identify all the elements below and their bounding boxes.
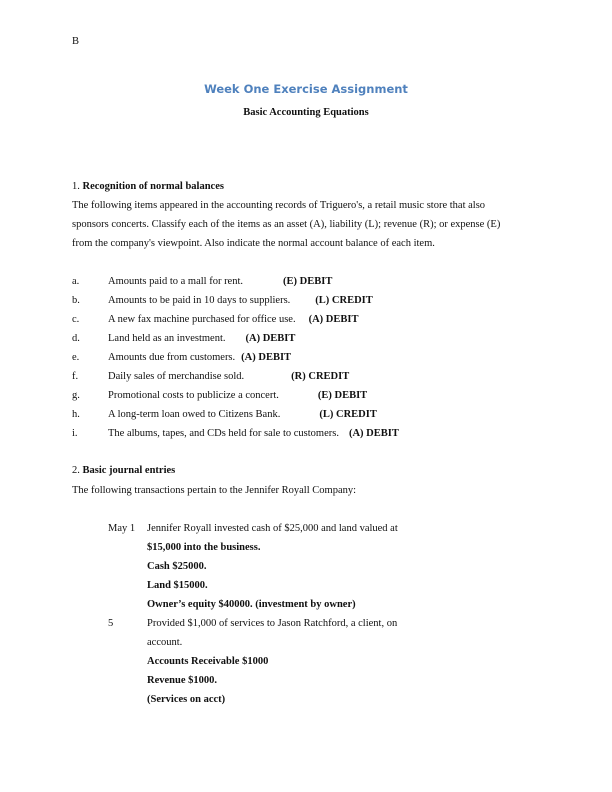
entry-bold-line: Accounts Receivable $1000: [147, 656, 269, 667]
item-answer: (R) CREDIT: [291, 371, 350, 382]
section2-heading: [72, 465, 175, 476]
entry-date: May 1: [108, 523, 136, 534]
list-item: [108, 352, 291, 363]
item-text: The albums, tapes, and CDs held for sale to customers.: [108, 428, 339, 439]
entry-bold-line: $15,000 into the business.: [147, 542, 261, 553]
item-answer: (A) DEBIT: [308, 314, 359, 325]
item-text: A new fax machine purchased for office use.: [108, 314, 296, 325]
list-item: [108, 409, 377, 420]
item-text: Amounts to be paid in 10 days to suppliers.: [108, 295, 291, 306]
list-item: [108, 314, 358, 325]
list-item: [108, 371, 349, 382]
page-subtitle: Basic Accounting Equations: [243, 107, 369, 118]
section1-title: Recognition of normal balances: [82, 181, 224, 192]
entry-bold-line: Land $15000.: [147, 580, 208, 591]
item-letter: b.: [72, 295, 80, 306]
section1-intro-line: The following items appeared in the accounting records of Triguero's, a retail music store that also: [72, 200, 486, 211]
item-text: Land held as an investment.: [108, 333, 226, 344]
header-mark: B: [72, 36, 80, 47]
entry-bold-line: Owner’s equity $40000. (investment by owner): [147, 599, 356, 610]
section2-intro: The following transactions pertain to the Jennifer Royall Company:: [72, 485, 357, 496]
page-title: Week One Exercise Assignment: [204, 82, 408, 96]
section1-intro-line: sponsors concerts. Classify each of the items as an asset (A), liability (L); revenue (R); or expense (E): [72, 219, 501, 230]
list-item: [108, 276, 332, 287]
list-item: [108, 295, 373, 306]
item-letter: e.: [72, 352, 80, 363]
entry-bold-line: (Services on acct): [147, 694, 226, 705]
list-item: [108, 333, 295, 344]
entry-bold-line: Revenue $1000.: [147, 675, 217, 686]
entry-date: 5: [108, 618, 114, 629]
entry-text: Jennifer Royall invested cash of $25,000 and land valued at: [147, 523, 398, 534]
item-letter: h.: [72, 409, 80, 420]
item-text: Amounts paid to a mall for rent.: [108, 276, 244, 287]
item-answer: (A) DEBIT: [241, 352, 292, 363]
item-letter: d.: [72, 333, 80, 344]
item-answer: (E) DEBIT: [283, 276, 333, 287]
section2-title: Basic journal entries: [82, 465, 176, 476]
section1-intro-line: from the company's viewpoint. Also indicate the normal account balance of each item.: [72, 238, 435, 249]
section1-heading: [72, 181, 224, 192]
item-text: Amounts due from customers.: [108, 352, 236, 363]
item-letter: i.: [72, 428, 78, 439]
item-letter: g.: [72, 390, 80, 401]
entry-bold-line: Cash $25000.: [147, 561, 207, 572]
entry-text: account.: [147, 637, 183, 648]
list-item: [108, 428, 399, 439]
item-letter: a.: [72, 276, 80, 287]
entry-text: Provided $1,000 of services to Jason Ratchford, a client, on: [147, 618, 398, 629]
section2-number: 2.: [72, 465, 80, 476]
item-text: Promotional costs to publicize a concert.: [108, 390, 279, 401]
item-text: A long-term loan owed to Citizens Bank.: [108, 409, 281, 420]
item-answer: (A) DEBIT: [245, 333, 296, 344]
item-answer: (A) DEBIT: [348, 428, 399, 439]
item-letter: f.: [72, 371, 79, 382]
item-answer: (L) CREDIT: [315, 295, 373, 306]
item-answer: (L) CREDIT: [319, 409, 377, 420]
section1-number: 1.: [72, 181, 80, 192]
item-text: Daily sales of merchandise sold.: [108, 371, 245, 382]
list-item: [108, 390, 367, 401]
item-answer: (E) DEBIT: [317, 390, 368, 401]
item-letter: c.: [72, 314, 80, 325]
